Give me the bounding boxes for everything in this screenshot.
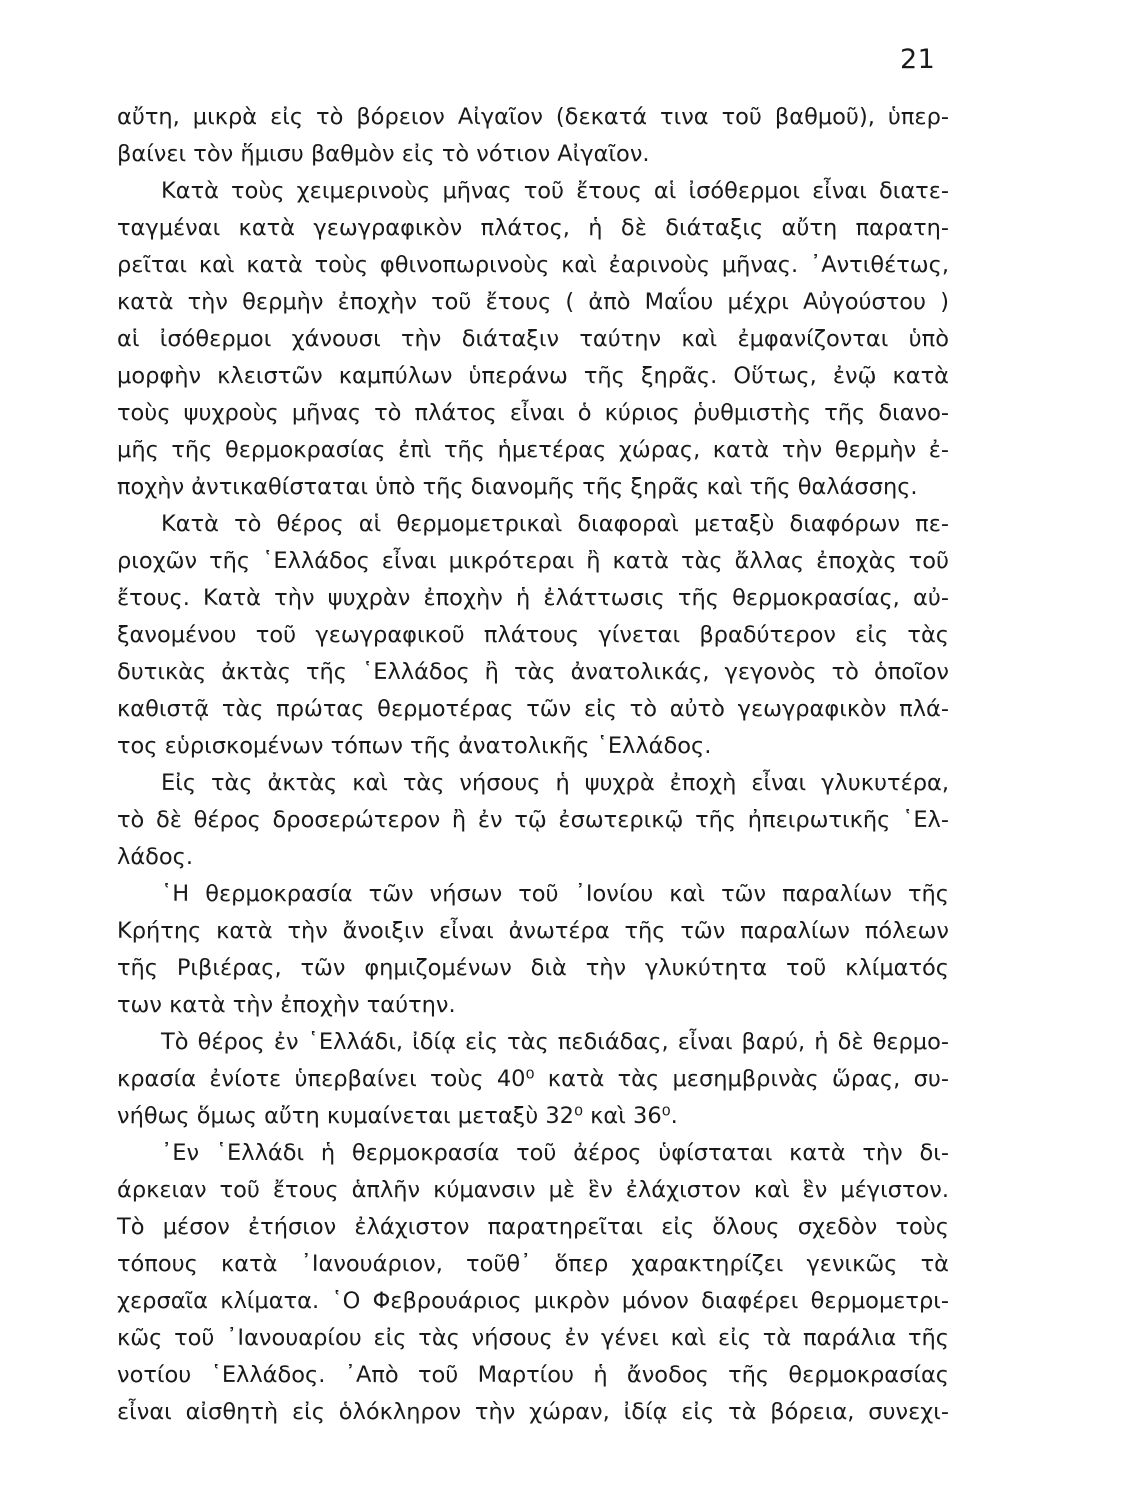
text-line: ρεῖται καὶ κατὰ τοὺς φθινοπωρινοὺς καὶ ἐαρινοὺς μῆνας. ᾿Αντιθέτως,: [117, 252, 949, 278]
text-line: καθιστᾷ τὰς πρώτας θερμοτέρας τῶν εἰς τὸ αὐτὸ γεωγραφικὸν πλά-: [117, 696, 949, 722]
text-line: μορφὴν κλειστῶν καμπύλων ὑπεράνω τῆς ξηρᾶς. Οὕτως, ἐνῷ κατὰ: [117, 363, 949, 389]
text-line: βαίνει τὸν ἥμισυ βαθμὸν εἰς τὸ νότιον Αἰγαῖον.: [117, 141, 650, 167]
body-text: [117, 99, 949, 1431]
text-line: άρκειαν τοῦ ἔτους ἁπλῆν κύμανσιν μὲ ἓν ἐλάχιστον καὶ ἓν μέγιστον.: [117, 1177, 949, 1203]
text-line: των κατὰ τὴν ἐποχὴν ταύτην.: [117, 992, 456, 1018]
text-line: αἱ ἰσόθερμοι χάνουσι τὴν διάταξιν ταύτην καὶ ἐμφανίζονται ὑπὸ: [117, 326, 949, 352]
text-line: ᾿Εν ῾Ελλάδι ἡ θερμοκρασία τοῦ ἀέρος ὑφίσταται κατὰ τὴν δι-: [161, 1140, 949, 1166]
text-line: ξανομένου τοῦ γεωγραφικοῦ πλάτους γίνεται βραδύτερον εἰς τὰς: [117, 622, 949, 648]
text-line: ταγμέναι κατὰ γεωγραφικὸν πλάτος, ἡ δὲ διάταξις αὔτη παρατη-: [117, 215, 949, 241]
text-line: ἔτους. Κατὰ τὴν ψυχρὰν ἐποχὴν ἡ ἐλάττωσις τῆς θερμοκρασίας, αὐ-: [117, 585, 949, 611]
text-line: Τὸ θέρος ἐν ῾Ελλάδι, ἰδίᾳ εἰς τὰς πεδιάδας, εἶναι βαρύ, ἡ δὲ θερμο-: [161, 1029, 949, 1055]
text-line: χερσαῖα κλίματα. ῾Ο Φεβρουάριος μικρὸν μόνον διαφέρει θερμομετρι-: [117, 1288, 949, 1314]
text-line: τόπους κατὰ ᾿Ιανουάριον, τοῦθ᾿ ὅπερ χαρακτηρίζει γενικῶς τὰ: [117, 1251, 949, 1277]
text-line: κατὰ τὴν θερμὴν ἐποχὴν τοῦ ἔτους ( ἀπὸ Μαΐου μέχρι Αὐγούστου ): [117, 289, 949, 315]
text-line: Εἰς τὰς ἀκτὰς καὶ τὰς νήσους ἡ ψυχρὰ ἐποχὴ εἶναι γλυκυτέρα,: [161, 770, 949, 796]
text-line: νοτίου ῾Ελλάδος. ᾿Απὸ τοῦ Μαρτίου ἡ ἄνοδος τῆς θερμοκρασίας: [117, 1362, 949, 1388]
text-line: κῶς τοῦ ᾿Ιανουαρίου εἰς τὰς νήσους ἐν γένει καὶ εἰς τὰ παράλια τῆς: [117, 1325, 949, 1351]
text-line: τῆς Ριβιέρας, τῶν φημιζομένων διὰ τὴν γλυκύτητα τοῦ κλίματός: [117, 955, 949, 981]
text-line: Τὸ μέσον ἐτήσιον ἐλάχιστον παρατηρεῖται εἰς ὅλους σχεδὸν τοὺς: [117, 1214, 949, 1240]
text-line: κρασία ἐνίοτε ὑπερβαίνει τοὺς 40⁰ κατὰ τὰς μεσημβρινὰς ὥρας, συ-: [117, 1066, 949, 1092]
text-line: τος εὑρισκομένων τόπων τῆς ἀνατολικῆς ῾Ελλάδος.: [117, 733, 712, 759]
text-line: ποχὴν ἀντικαθίσταται ὑπὸ τῆς διανομῆς τῆς ξηρᾶς καὶ τῆς θαλάσσης.: [117, 474, 918, 500]
page-number: 21: [900, 44, 936, 75]
text-line: Κατὰ τὸ θέρος αἱ θερμομετρικαὶ διαφοραὶ μεταξὺ διαφόρων πε-: [161, 511, 949, 537]
text-line: ριοχῶν τῆς ῾Ελλάδος εἶναι μικρότεραι ἢ κατὰ τὰς ἄλλας ἐποχὰς τοῦ: [117, 548, 949, 574]
text-line: εἶναι αἰσθητὴ εἰς ὁλόκληρον τὴν χώραν, ἰδίᾳ εἰς τὰ βόρεια, συνεχι-: [117, 1399, 949, 1425]
text-line: τοὺς ψυχροὺς μῆνας τὸ πλάτος εἶναι ὁ κύριος ῥυθμιστὴς τῆς διανο-: [117, 400, 949, 426]
text-line: μῆς τῆς θερμοκρασίας ἐπὶ τῆς ἡμετέρας χώρας, κατὰ τὴν θερμὴν ἐ-: [117, 437, 949, 463]
text-line: λάδος.: [117, 844, 194, 870]
text-line: τὸ δὲ θέρος δροσερώτερον ἢ ἐν τῷ ἐσωτερικῷ τῆς ἠπειρωτικῆς ῾Ελ-: [117, 807, 949, 833]
text-line: δυτικὰς ἀκτὰς τῆς ῾Ελλάδος ἢ τὰς ἀνατολικάς, γεγονὸς τὸ ὁποῖον: [117, 659, 949, 685]
text-line: νήθως ὅμως αὔτη κυμαίνεται μεταξὺ 32⁰ καὶ 36⁰.: [117, 1103, 678, 1129]
text-line: Κατὰ τοὺς χειμερινοὺς μῆνας τοῦ ἔτους αἱ ἰσόθερμοι εἶναι διατε-: [161, 178, 949, 204]
text-line: ῾Η θερμοκρασία τῶν νήσων τοῦ ᾿Ιονίου καὶ τῶν παραλίων τῆς: [161, 881, 949, 907]
text-line: Κρήτης κατὰ τὴν ἄνοιξιν εἶναι ἀνωτέρα τῆς τῶν παραλίων πόλεων: [117, 918, 949, 944]
text-line: αὔτη, μικρὰ εἰς τὸ βόρειον Αἰγαῖον (δεκατά τινα τοῦ βαθμοῦ), ὑπερ-: [117, 104, 949, 130]
